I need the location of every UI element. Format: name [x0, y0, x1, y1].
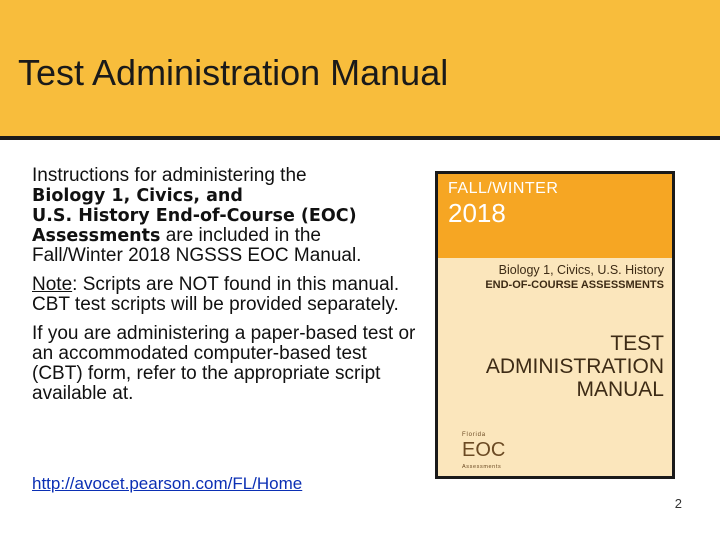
- avocet-link[interactable]: http://avocet.pearson.com/FL/Home: [32, 474, 303, 493]
- cover-title-line-2: ADMINISTRATION: [485, 355, 664, 378]
- logo-eoc: EOC: [462, 439, 506, 461]
- subjects-bold-2: U.S. History End-of-Course (EOC): [32, 206, 357, 226]
- cover-top-band: [438, 174, 672, 258]
- subjects-bold-1: Biology 1, Civics, and: [32, 186, 243, 206]
- slide-title: Test Administration Manual: [18, 52, 449, 93]
- logo-assessments: Assessments: [462, 464, 502, 470]
- paragraph-note: [32, 275, 417, 315]
- cover-year: 2018: [448, 198, 506, 228]
- instructions-text: Instructions for administering the: [32, 165, 307, 186]
- instructions-tail: are included in the Fall/Winter 2018 NGSSS EOC Manual.: [32, 225, 362, 266]
- cover-title-line-1: TEST: [610, 332, 664, 355]
- logo-state: Florida: [462, 432, 486, 438]
- paragraph-paper-based: [32, 324, 417, 404]
- cover-title-line-3: MANUAL: [576, 378, 664, 401]
- subjects-bold-3: Assessments: [32, 226, 161, 246]
- paragraph-instructions: [32, 166, 417, 266]
- note-text: : Scripts are NOT found in this manual. CBT test scripts will be provided separately.: [32, 274, 400, 315]
- paper-based-text: If you are administering a paper-based test or an accommodated computer-based test (CBT) form, refer to the appropriate script available at.: [32, 323, 416, 404]
- cover-subjects: Biology 1, Civics, U.S. History: [498, 263, 664, 277]
- cover-eoc-label: END-OF-COURSE ASSESSMENTS: [485, 279, 664, 291]
- florida-eoc-logo: [462, 432, 542, 472]
- slide-number: 2: [674, 496, 682, 511]
- title-divider: [0, 136, 720, 140]
- cover-title: [438, 332, 664, 401]
- cover-season: FALL/WINTER: [448, 180, 559, 197]
- note-label: Note: [32, 274, 73, 295]
- manual-cover-image: [435, 171, 675, 479]
- body-text: [32, 166, 417, 413]
